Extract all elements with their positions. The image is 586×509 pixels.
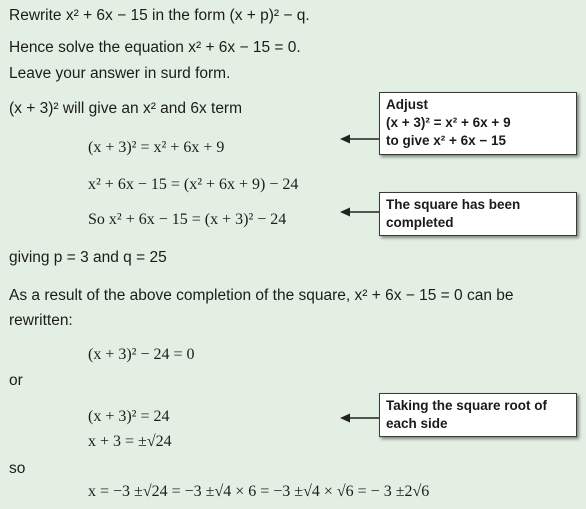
leave-text: Leave your answer in surd form.: [9, 65, 231, 82]
adjust-note-line-3: to give x² + 6x − 15: [386, 133, 507, 148]
sqrt-note-line-2: each side: [386, 416, 448, 431]
giving-text: giving p = 3 and q = 25: [9, 249, 167, 266]
equation-3: x + 3 = ±√24: [88, 433, 172, 450]
step-2-equation: x² + 6x − 15 = (x² + 6x + 9) − 24: [88, 176, 299, 193]
arrow-left-icon: [340, 412, 380, 424]
arrow-left-icon: [340, 133, 380, 145]
adjust-note-line-2: (x + 3)² = x² + 6x + 9: [386, 115, 511, 130]
step-3-equation: So x² + 6x − 15 = (x + 3)² − 24: [88, 211, 287, 228]
completed-note-line-2: completed: [386, 215, 454, 230]
so-text: so: [9, 460, 26, 477]
equation-1: (x + 3)² − 24 = 0: [88, 346, 195, 363]
hence-text: Hence solve the equation x² + 6x − 15 = 0.: [9, 39, 301, 56]
sqrt-note: [379, 393, 577, 437]
equation-2: (x + 3)² = 24: [88, 408, 170, 425]
arrow-left-icon: [340, 206, 380, 218]
adjust-note-line-1: Adjust: [386, 97, 428, 112]
result-text-line-1: As a result of the above completion of the square, x² + 6x − 15 = 0 can be: [9, 287, 514, 304]
completed-note: [379, 192, 577, 236]
adjust-note: [379, 92, 577, 155]
result-text-line-2: rewritten:: [9, 312, 73, 329]
step-1-equation: (x + 3)² = x² + 6x + 9: [88, 139, 225, 156]
intro-text: Rewrite x² + 6x − 15 in the form (x + p)² − q.: [9, 7, 310, 24]
sqrt-note-line-1: Taking the square root of: [386, 398, 548, 413]
or-text: or: [9, 372, 23, 389]
final-equation: x = −3 ±√24 = −3 ±√4 × 6 = −3 ±√4 × √6 = − 3 ±2√6: [88, 483, 430, 500]
completed-note-line-1: The square has been: [386, 197, 521, 212]
will-give-text: (x + 3)² will give an x² and 6x term: [9, 100, 243, 117]
